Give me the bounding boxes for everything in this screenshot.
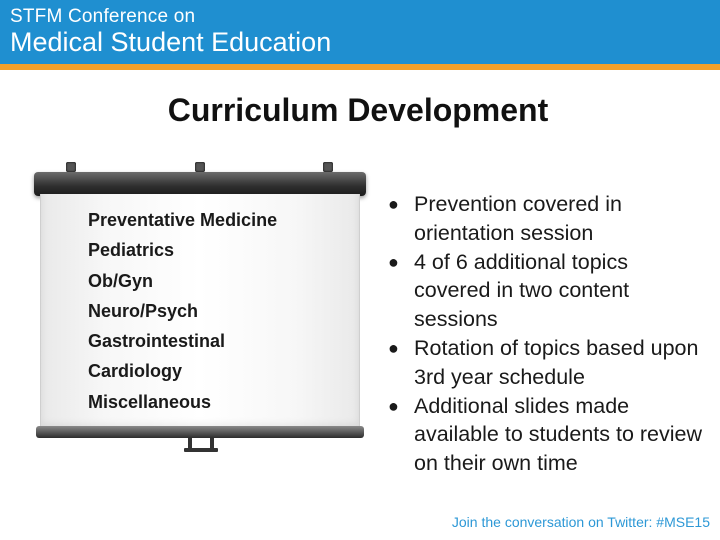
bullet-text: 4 of 6 additional topics covered in two content sessions	[414, 249, 630, 332]
topic-list	[88, 208, 277, 420]
bullet-item	[386, 392, 706, 478]
header-accent-stripe	[0, 64, 720, 70]
bullet-item	[386, 334, 706, 392]
bullet-item	[386, 248, 706, 334]
topic-item: Ob/Gyn	[88, 270, 154, 291]
topic-item: Cardiology	[88, 361, 183, 382]
flip-chart-bottom-bar	[36, 426, 364, 438]
slide-title: Curriculum Development	[167, 92, 549, 128]
bullet-dot-icon: ●	[388, 395, 399, 416]
twitter-footer: Join the conversation on Twitter: #MSE15	[451, 514, 710, 530]
pin-icon	[195, 162, 205, 172]
bullet-text: Additional slides made available to students to review on their own time	[414, 393, 703, 476]
topic-item: Preventative Medicine	[88, 210, 278, 230]
flip-chart-stand	[184, 438, 218, 452]
stand-base	[184, 448, 218, 452]
bullet-item	[386, 190, 706, 248]
conference-series-label: STFM Conference on	[10, 6, 196, 27]
topic-item: Neuro/Psych	[88, 300, 199, 321]
bullet-text: Prevention covered in orientation session	[414, 192, 622, 245]
bullet-text: Rotation of topics based upon 3rd year schedule	[414, 335, 699, 389]
stand-leg	[210, 438, 214, 448]
bullet-dot-icon: ●	[388, 337, 399, 358]
pin-icon	[66, 162, 76, 172]
bullet-dot-icon: ●	[388, 251, 399, 272]
bullet-list	[386, 190, 706, 478]
conference-header-banner	[0, 0, 720, 70]
topic-item: Gastrointestinal	[88, 331, 226, 352]
bullet-dot-icon: ●	[388, 194, 399, 214]
topic-item: Pediatrics	[88, 240, 175, 261]
stand-leg	[188, 438, 192, 448]
conference-name: Medical Student Education	[10, 27, 332, 57]
pin-icon	[323, 162, 333, 172]
topic-item: Miscellaneous	[88, 391, 212, 412]
flip-chart-top-bar	[34, 172, 366, 196]
